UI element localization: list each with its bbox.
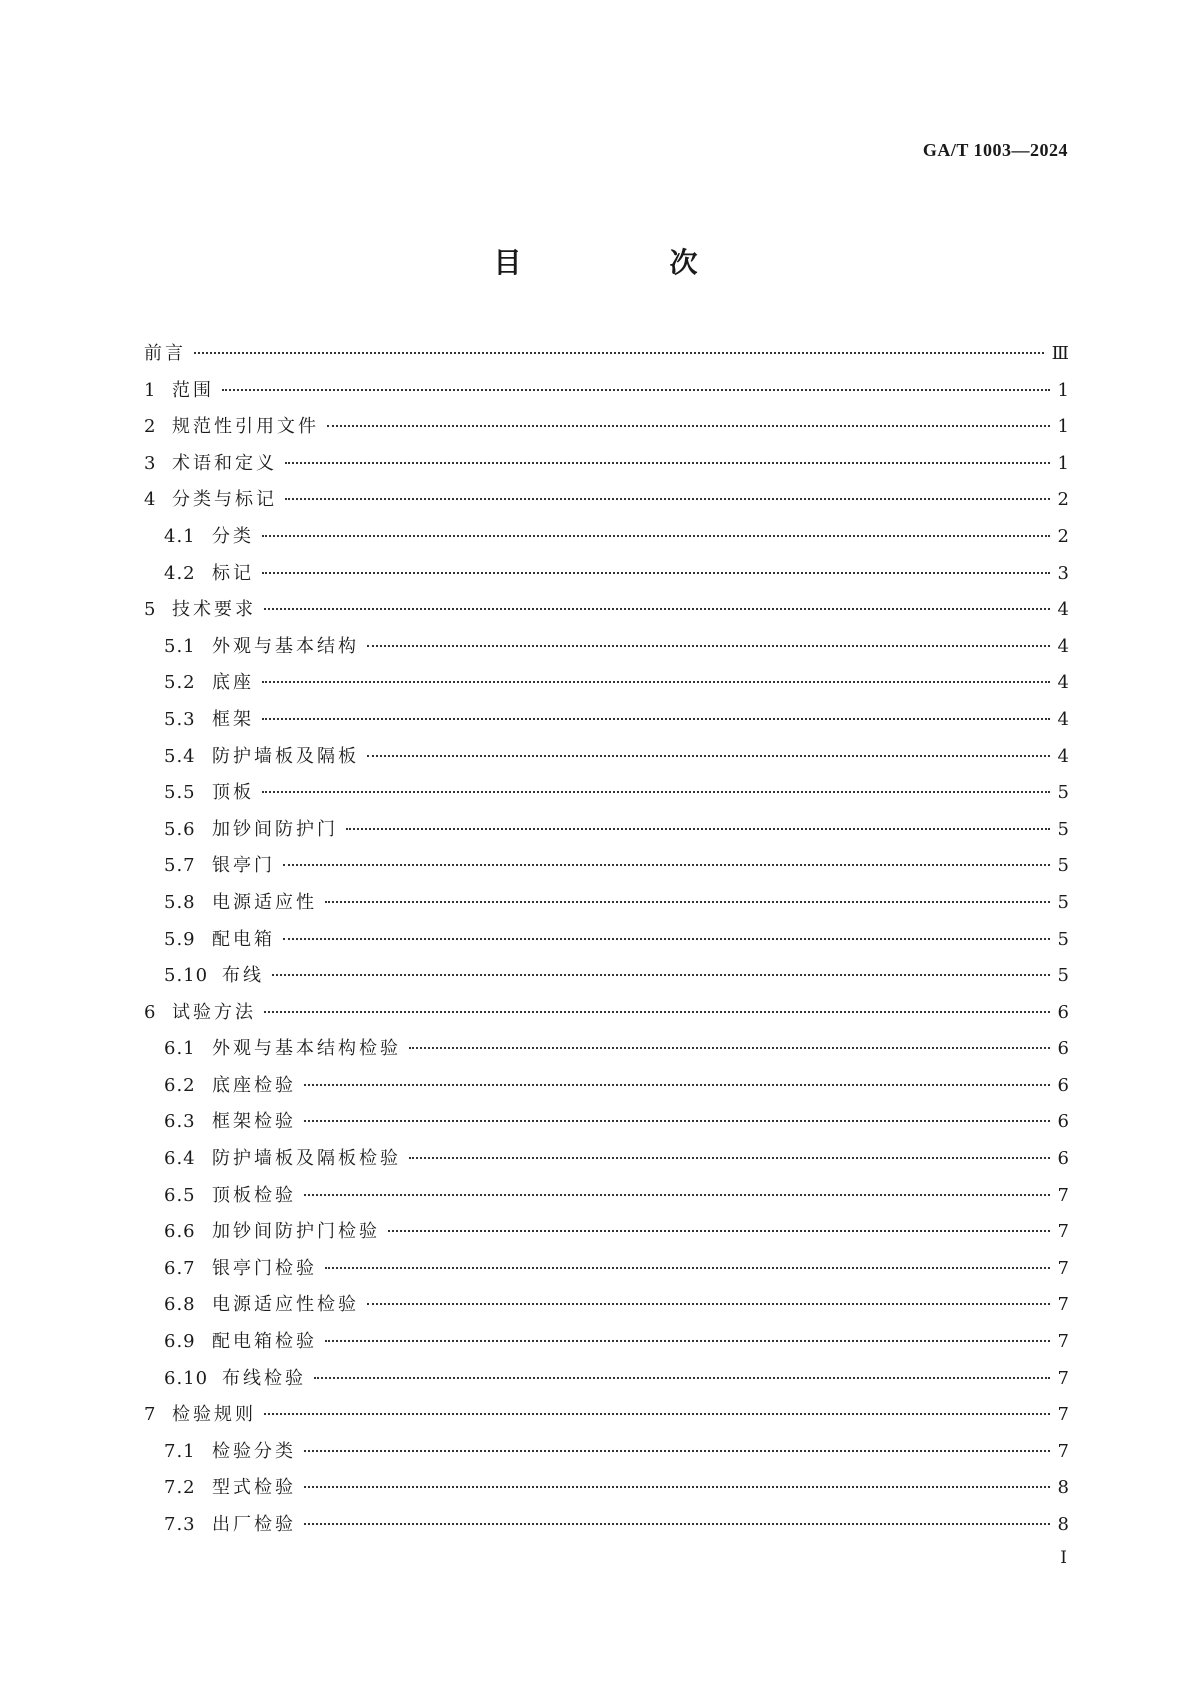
toc-entry-number: 5.8 (164, 891, 196, 913)
toc-entry-title: 银亭门检验 (212, 1257, 317, 1279)
toc-entry-page: 7 (1057, 1257, 1069, 1279)
toc-entry-title: 配电箱检验 (212, 1331, 317, 1353)
toc-entry-title: 外观与基本结构 (212, 635, 359, 657)
toc-entry[interactable] (144, 922, 1069, 959)
toc-entry[interactable] (144, 775, 1069, 812)
toc-leader-dots (325, 1339, 1050, 1342)
toc-entry-page: 7 (1057, 1440, 1069, 1462)
toc-leader-dots (222, 388, 1050, 391)
toc-entry-number: 5 (144, 599, 157, 621)
toc-entry-title: 布线 (222, 965, 264, 987)
toc-title: 目 次 (493, 246, 758, 279)
toc-entry-number: 7 (144, 1404, 157, 1426)
toc-entry-page: 4 (1057, 672, 1069, 694)
toc-entry-page: 5 (1057, 965, 1069, 987)
toc-entry-page: 5 (1057, 782, 1069, 804)
toc-entry-page: 7 (1057, 1404, 1069, 1426)
toc-entry-number: 6.5 (164, 1184, 196, 1206)
toc-entry[interactable] (144, 1361, 1069, 1398)
toc-entry-number: 5.7 (164, 855, 196, 877)
toc-entry-number: 6.4 (164, 1148, 196, 1170)
toc-entry[interactable] (144, 556, 1069, 593)
toc-entry[interactable] (144, 1287, 1069, 1324)
toc-entry-title: 底座检验 (212, 1074, 296, 1096)
toc-entry-page: 6 (1057, 1038, 1069, 1060)
toc-leader-dots (325, 900, 1050, 903)
toc-entry-title: 加钞间防护门检验 (212, 1221, 380, 1243)
toc-entry-title: 规范性引用文件 (172, 416, 319, 438)
toc-entry-number: 4.2 (164, 562, 196, 584)
toc-entry-page: 7 (1057, 1331, 1069, 1353)
toc-leader-dots (285, 497, 1050, 500)
toc-leader-dots (285, 461, 1050, 464)
toc-entry[interactable] (144, 1507, 1069, 1544)
toc-entry-title: 前言 (144, 343, 186, 364)
toc-entry-title: 范围 (172, 379, 214, 401)
toc-entry-page: 6 (1057, 1148, 1069, 1170)
toc-entry-number: 6.2 (164, 1074, 196, 1096)
toc-entry-title: 防护墙板及隔板 (212, 745, 359, 767)
toc-leader-dots (262, 790, 1050, 793)
toc-entry-title: 加钞间防护门 (212, 818, 338, 840)
toc-leader-dots (367, 754, 1050, 757)
toc-leader-dots (262, 680, 1050, 683)
toc-entry-page: 1 (1057, 416, 1069, 438)
toc-entry-title: 试验方法 (172, 1001, 256, 1023)
toc-entry-title: 电源适应性检验 (212, 1294, 359, 1316)
toc-entry[interactable] (144, 1324, 1069, 1361)
toc-entry-title: 电源适应性 (212, 891, 317, 913)
toc-leader-dots (346, 827, 1050, 830)
toc-entry-title: 出厂检验 (212, 1514, 296, 1535)
toc-entry[interactable] (144, 629, 1069, 666)
toc-entry-number: 5.9 (164, 928, 196, 950)
toc-entry[interactable] (144, 812, 1069, 849)
toc-leader-dots (194, 351, 1044, 354)
toc-entry[interactable] (144, 592, 1069, 629)
toc-leader-dots (304, 1119, 1050, 1122)
toc-entry-page: 5 (1057, 928, 1069, 950)
toc-entry-title: 标记 (212, 562, 254, 584)
toc-entry-number: 6.10 (164, 1367, 209, 1389)
toc-entry-title: 分类 (212, 525, 254, 547)
toc-entry-page: 8 (1057, 1514, 1069, 1535)
toc-entry-page: 6 (1057, 1111, 1069, 1133)
toc-leader-dots (367, 644, 1050, 647)
toc-entry-number: 6.1 (164, 1038, 196, 1060)
toc-entry-page: 5 (1057, 855, 1069, 877)
toc-entry-page: 2 (1057, 525, 1069, 547)
toc-entry-number: 6.3 (164, 1111, 196, 1133)
toc-entry-number: 7.1 (164, 1440, 196, 1462)
toc-leader-dots (304, 1522, 1050, 1525)
toc-leader-dots (409, 1046, 1050, 1049)
toc-leader-dots (304, 1083, 1050, 1086)
toc-entry-page: 4 (1057, 708, 1069, 730)
toc-entry[interactable] (144, 336, 1069, 373)
toc-entry-number: 5.6 (164, 818, 196, 840)
toc-entry-page: 4 (1057, 635, 1069, 657)
toc-entry-page: 3 (1057, 562, 1069, 584)
toc-entry-page: 6 (1057, 1074, 1069, 1096)
toc-leader-dots (388, 1229, 1050, 1232)
toc-entry[interactable] (144, 995, 1069, 1032)
toc-leader-dots (314, 1376, 1050, 1379)
toc-entry-number: 5.4 (164, 745, 196, 767)
toc-entry-title: 外观与基本结构检验 (212, 1038, 401, 1060)
toc-entry-number: 3 (144, 452, 157, 474)
toc-entry[interactable] (144, 1434, 1069, 1471)
toc-entry-title: 分类与标记 (172, 489, 277, 511)
toc-entry[interactable] (144, 1214, 1069, 1251)
toc-entry-number: 2 (144, 416, 157, 438)
toc-entry-title: 顶板检验 (212, 1184, 296, 1206)
toc-entry-number: 5.2 (164, 672, 196, 694)
toc-entry-page: Ⅲ (1051, 343, 1069, 364)
toc-entry[interactable] (144, 1068, 1069, 1105)
toc-entry-title: 防护墙板及隔板检验 (212, 1148, 401, 1170)
toc-entry[interactable] (144, 1397, 1069, 1434)
toc-entry-title: 银亭门 (212, 855, 275, 877)
toc-entry[interactable] (144, 446, 1069, 483)
toc-entry-number: 5.3 (164, 708, 196, 730)
toc-entry[interactable] (144, 702, 1069, 739)
toc-entry-number: 6.9 (164, 1331, 196, 1353)
toc-entry-page: 5 (1057, 891, 1069, 913)
toc-leader-dots (262, 534, 1050, 537)
toc-leader-dots (264, 1010, 1050, 1013)
toc-entry-page: 5 (1057, 818, 1069, 840)
toc-entry[interactable] (144, 1031, 1069, 1068)
toc-leader-dots (304, 1449, 1050, 1452)
toc-entry-title: 布线检验 (222, 1367, 306, 1389)
toc-entry[interactable] (144, 409, 1069, 446)
toc-entry[interactable] (144, 958, 1069, 995)
table-of-contents (144, 336, 1069, 1544)
toc-leader-dots (272, 973, 1050, 976)
toc-entry[interactable] (144, 1470, 1069, 1507)
toc-entry[interactable] (144, 739, 1069, 776)
toc-leader-dots (283, 863, 1050, 866)
toc-entry-title: 检验规则 (172, 1404, 256, 1426)
toc-leader-dots (367, 1302, 1050, 1305)
toc-entry-number: 7.2 (164, 1477, 196, 1499)
toc-leader-dots (409, 1156, 1050, 1159)
toc-entry[interactable] (144, 1104, 1069, 1141)
page-number: Ⅰ (1060, 1548, 1067, 1568)
toc-entry-page: 2 (1057, 489, 1069, 511)
toc-entry-title: 术语和定义 (172, 452, 277, 474)
toc-entry-title: 配电箱 (212, 928, 275, 950)
toc-entry[interactable] (144, 519, 1069, 556)
toc-leader-dots (264, 607, 1050, 610)
toc-entry-title: 型式检验 (212, 1477, 296, 1499)
toc-entry-page: 1 (1057, 379, 1069, 401)
toc-entry-number: 6.8 (164, 1294, 196, 1316)
toc-entry-page: 7 (1057, 1221, 1069, 1243)
toc-entry[interactable] (144, 665, 1069, 702)
toc-entry-number: 6.6 (164, 1221, 196, 1243)
toc-leader-dots (262, 717, 1050, 720)
toc-entry-page: 1 (1057, 452, 1069, 474)
toc-entry-title: 框架 (212, 708, 254, 730)
toc-entry-title: 技术要求 (172, 599, 256, 621)
toc-leader-dots (262, 571, 1050, 574)
toc-leader-dots (304, 1193, 1050, 1196)
document-code: GA/T 1003—2024 (922, 140, 1068, 160)
toc-entry-number: 6 (144, 1001, 157, 1023)
toc-entry-page: 7 (1057, 1294, 1069, 1316)
toc-entry-title: 检验分类 (212, 1440, 296, 1462)
toc-leader-dots (327, 424, 1050, 427)
toc-entry-number: 5.10 (164, 965, 209, 987)
toc-entry[interactable] (144, 885, 1069, 922)
toc-entry-number: 7.3 (164, 1514, 196, 1535)
toc-entry[interactable] (144, 848, 1069, 885)
toc-entry-page: 4 (1057, 599, 1069, 621)
toc-entry-number: 5.5 (164, 782, 196, 804)
toc-entry-number: 4.1 (164, 525, 196, 547)
toc-entry-number: 4 (144, 489, 157, 511)
toc-entry[interactable] (144, 1251, 1069, 1288)
toc-leader-dots (283, 937, 1050, 940)
toc-entry-number: 6.7 (164, 1257, 196, 1279)
toc-entry-page: 7 (1057, 1367, 1069, 1389)
toc-entry[interactable] (144, 482, 1069, 519)
toc-entry[interactable] (144, 1178, 1069, 1215)
toc-entry-page: 8 (1057, 1477, 1069, 1499)
toc-entry-title: 框架检验 (212, 1111, 296, 1133)
toc-leader-dots (304, 1485, 1050, 1488)
toc-entry[interactable] (144, 373, 1069, 410)
toc-entry-page: 7 (1057, 1184, 1069, 1206)
toc-entry-number: 5.1 (164, 635, 196, 657)
toc-leader-dots (325, 1266, 1050, 1269)
toc-entry-number: 1 (144, 379, 157, 401)
toc-entry[interactable] (144, 1141, 1069, 1178)
toc-entry-page: 6 (1057, 1001, 1069, 1023)
toc-entry-page: 4 (1057, 745, 1069, 767)
toc-leader-dots (264, 1412, 1050, 1415)
toc-entry-title: 顶板 (212, 782, 254, 804)
toc-entry-title: 底座 (212, 672, 254, 694)
